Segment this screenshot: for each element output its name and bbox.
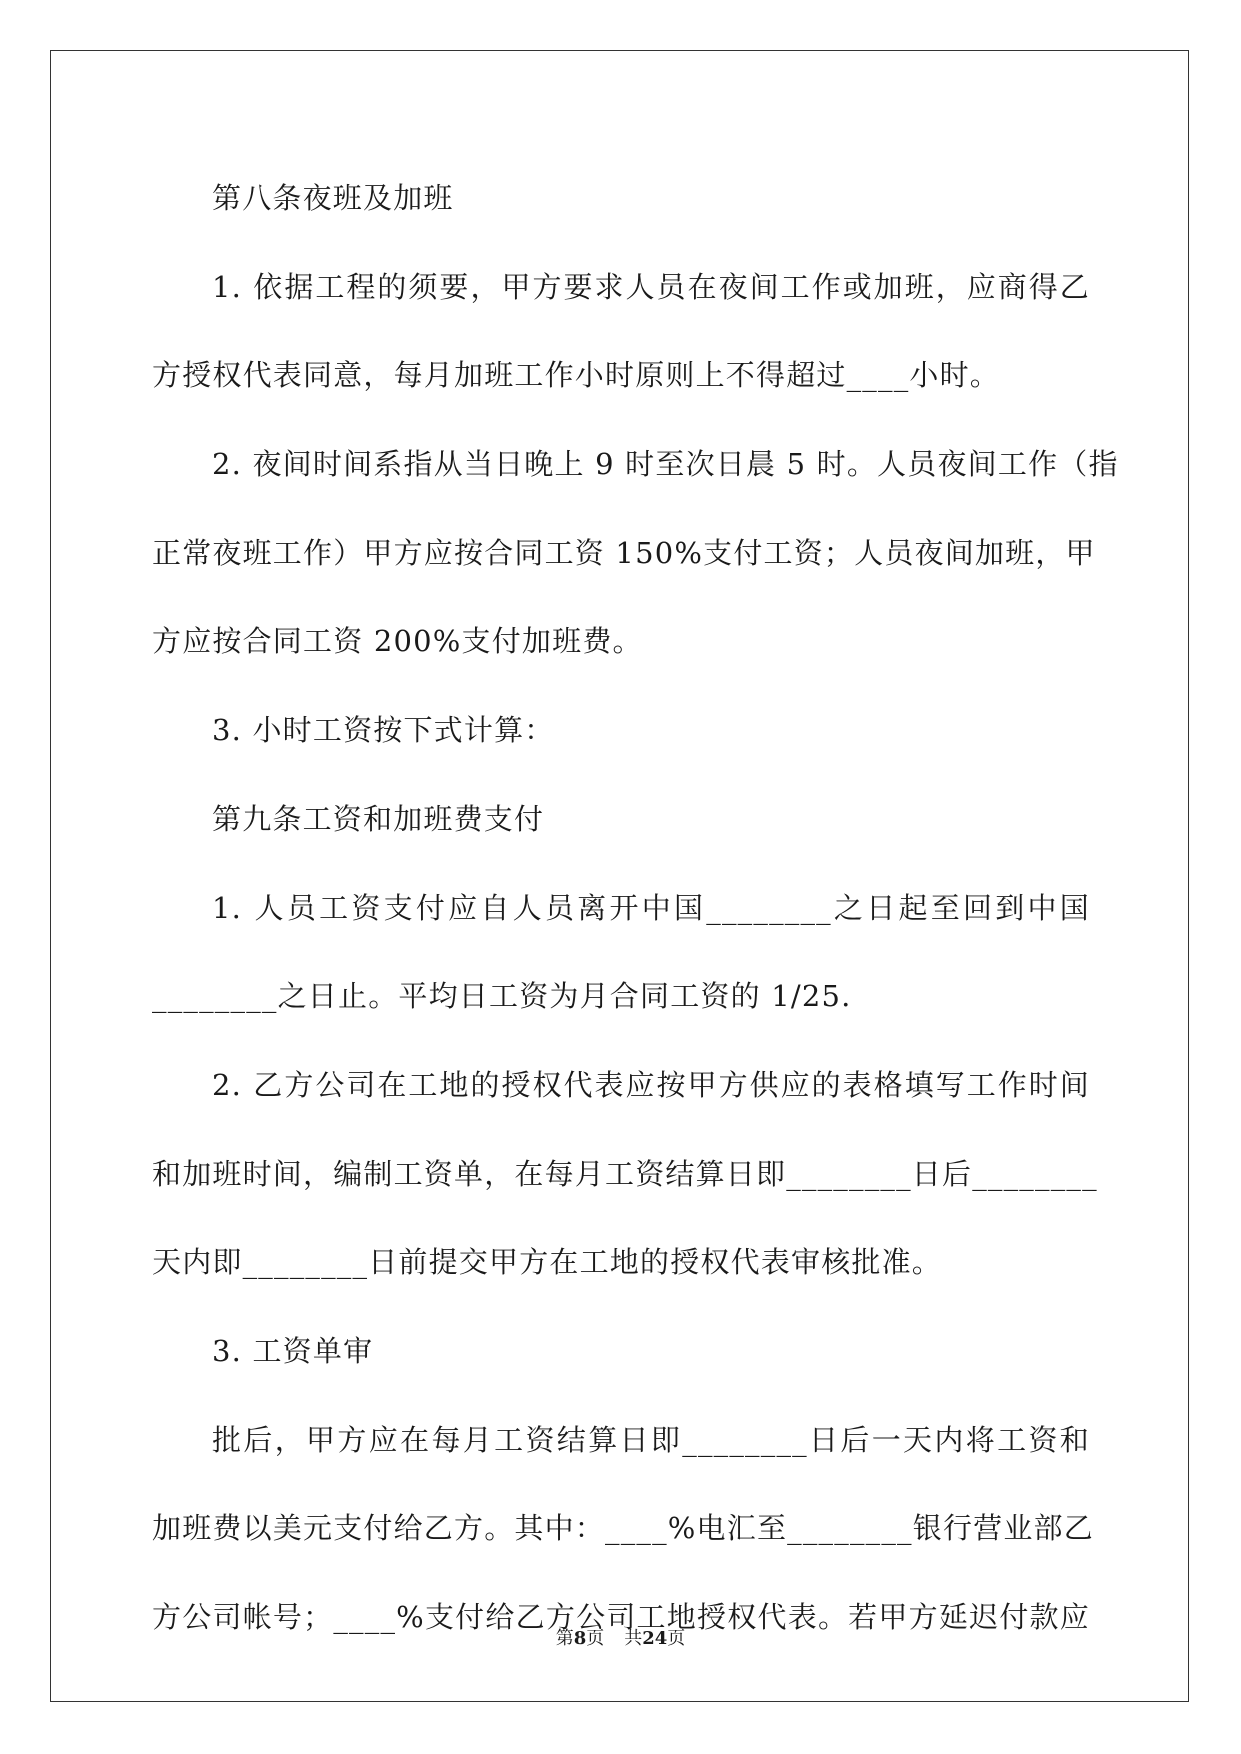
paragraph-line: ________之日止。平均日工资为月合同工资的 1/25. — [152, 979, 852, 1014]
paragraph-line: 2. 乙方公司在工地的授权代表应按甲方供应的表格填写工作时间 — [212, 1067, 1090, 1102]
paragraph-line: 批后，甲方应在每月工资结算日即________日后一天内将工资和 — [212, 1422, 1090, 1457]
paragraph-line: 和加班时间，编制工资单，在每月工资结算日即________日后________ — [152, 1156, 1098, 1191]
paragraph-line: 1. 依据工程的须要，甲方要求人员在夜间工作或加班，应商得乙 — [212, 269, 1090, 304]
paragraph-line: 3. 小时工资按下式计算： — [212, 713, 555, 748]
paragraph-line: 2. 夜间时间系指从当日晚上 9 时至次日晨 5 时。人员夜间工作（指 — [212, 447, 1119, 482]
paragraph-line: 天内即________日前提交甲方在工地的授权代表审核批准。 — [152, 1245, 943, 1280]
document-body — [152, 166, 1119, 1674]
paragraph-line: 方授权代表同意，每月加班工作小时原则上不得超过____小时。 — [152, 358, 1001, 393]
paragraph-line: 1. 人员工资支付应自人员离开中国________之日起至回到中国 — [212, 890, 1090, 925]
section-heading-article-8: 第八条夜班及加班 — [212, 181, 454, 215]
paragraph-line: 加班费以美元支付给乙方。其中：____%电汇至________银行营业部乙 — [152, 1511, 1094, 1546]
section-heading-article-9: 第九条工资和加班费支付 — [212, 801, 545, 836]
paragraph-line: 3. 工资单审 — [212, 1333, 374, 1368]
paragraph-line: 方应按合同工资 200%支付加班费。 — [152, 624, 643, 659]
paragraph-line: 正常夜班工作）甲方应按合同工资 150%支付工资；人员夜间加班，甲 — [152, 535, 1096, 570]
footer-total-pages: 24 — [642, 1628, 668, 1649]
footer-page-suffix: 页 — [586, 1628, 605, 1649]
page-footer — [0, 1626, 1241, 1652]
paragraph-line: 方公司帐号；____%支付给乙方公司工地授权代表。若甲方延迟付款应 — [152, 1600, 1090, 1634]
footer-total-prefix: 共 — [624, 1628, 643, 1649]
footer-page-number: 8 — [573, 1628, 587, 1649]
footer-total-suffix: 页 — [667, 1628, 686, 1649]
footer-page-prefix: 第 — [555, 1628, 574, 1649]
